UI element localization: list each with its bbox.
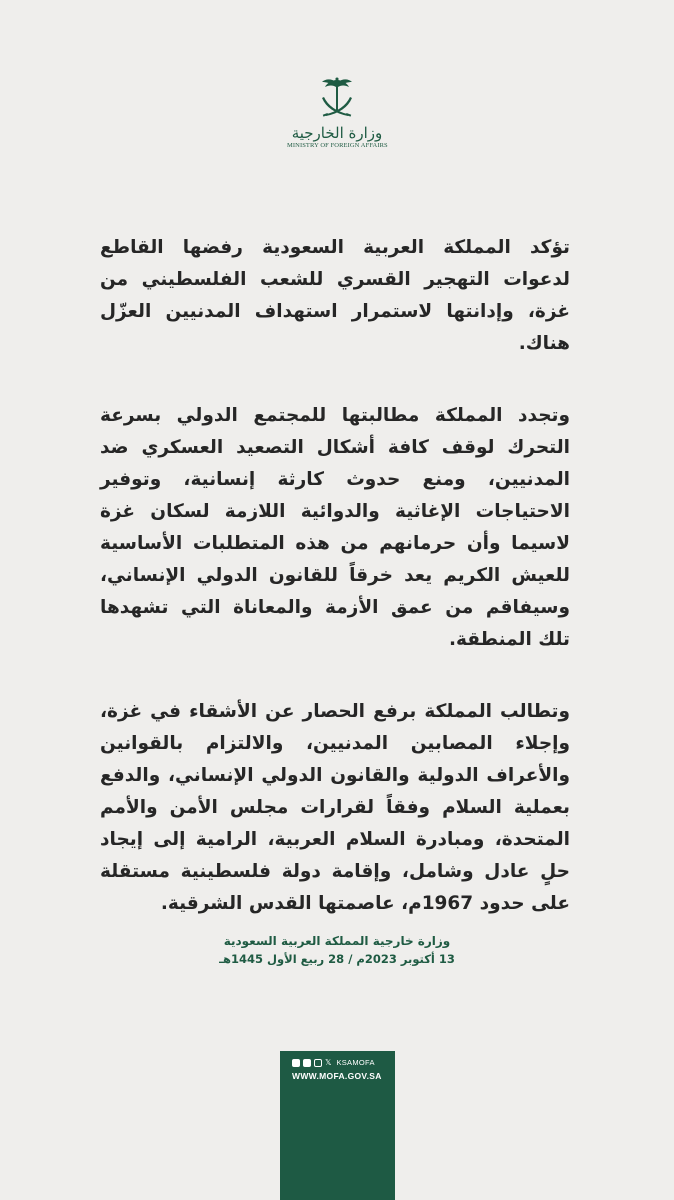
website-link[interactable]: WWW.MOFA.GOV.SA [292,1071,382,1081]
youtube-icon[interactable] [292,1059,300,1067]
statement-paragraph-1: تؤكد المملكة العربية السعودية رفضها القاطع لدعوات التهجير القسري للشعب الفلسطيني من غزة، وإدانتها لاستمرار استهداف المدنيين العزّل هناك. [100,237,570,354]
statement-body [100,232,570,960]
x-icon[interactable]: 𝕏 [325,1057,332,1067]
social-handle[interactable]: KSAMOFA [336,1058,375,1067]
facebook-icon[interactable] [303,1059,311,1067]
social-footer [280,1051,395,1200]
instagram-icon[interactable] [314,1059,322,1067]
statement-paragraph-3: وتطالب المملكة برفع الحصار عن الأشقاء في غزة، وإجلاء المصابين المدنيين، والالتزام بالقوانين والأعراف الدولية والقانون الدولي الإنساني، والدفع بعملية السلام وفقاً لقرارات مجلس الأمن والأمم المتحدة، ومبادرة السلام العربية، الرامية إلى إيجاد حلٍ عادل وشامل، وإقامة دولة فلسطينية مستقلة على حدود 1967م، عاصمتها القدس الشرقية. [100,701,570,914]
social-links-row [292,1058,375,1067]
issuer-name: وزارة خارجية المملكة العربية السعودية [223,934,451,948]
ministry-logo [287,76,387,168]
palm-and-swords-emblem-icon [314,76,360,122]
ministry-name-arabic: وزارة الخارجية [291,124,383,142]
signature-block [200,932,474,968]
statement-paragraph-2: وتجدد المملكة مطالبتها للمجتمع الدولي بسرعة التحرك لوقف كافة أشكال التصعيد العسكري ضد المدنيين، ومنع حدوث كارثة إنسانية، وتوفير الاحتياجات الإغاثية والدوائية اللازمة لسكان غزة لاسيما وأن حرمانهم من هذه المتطلبات الأساسية للعيش الكريم يعد خرقاً للقانون الدولي الإنساني، وسيفاقم من عمق الأزمة والمعاناة التي تشهدها تلك المنطقة. [100,405,570,650]
issue-date: 13 أكتوبر 2023م / 28 ربيع الأول 1445هـ [219,952,455,966]
ministry-name-english: MINISTRY OF FOREIGN AFFAIRS [287,142,388,149]
